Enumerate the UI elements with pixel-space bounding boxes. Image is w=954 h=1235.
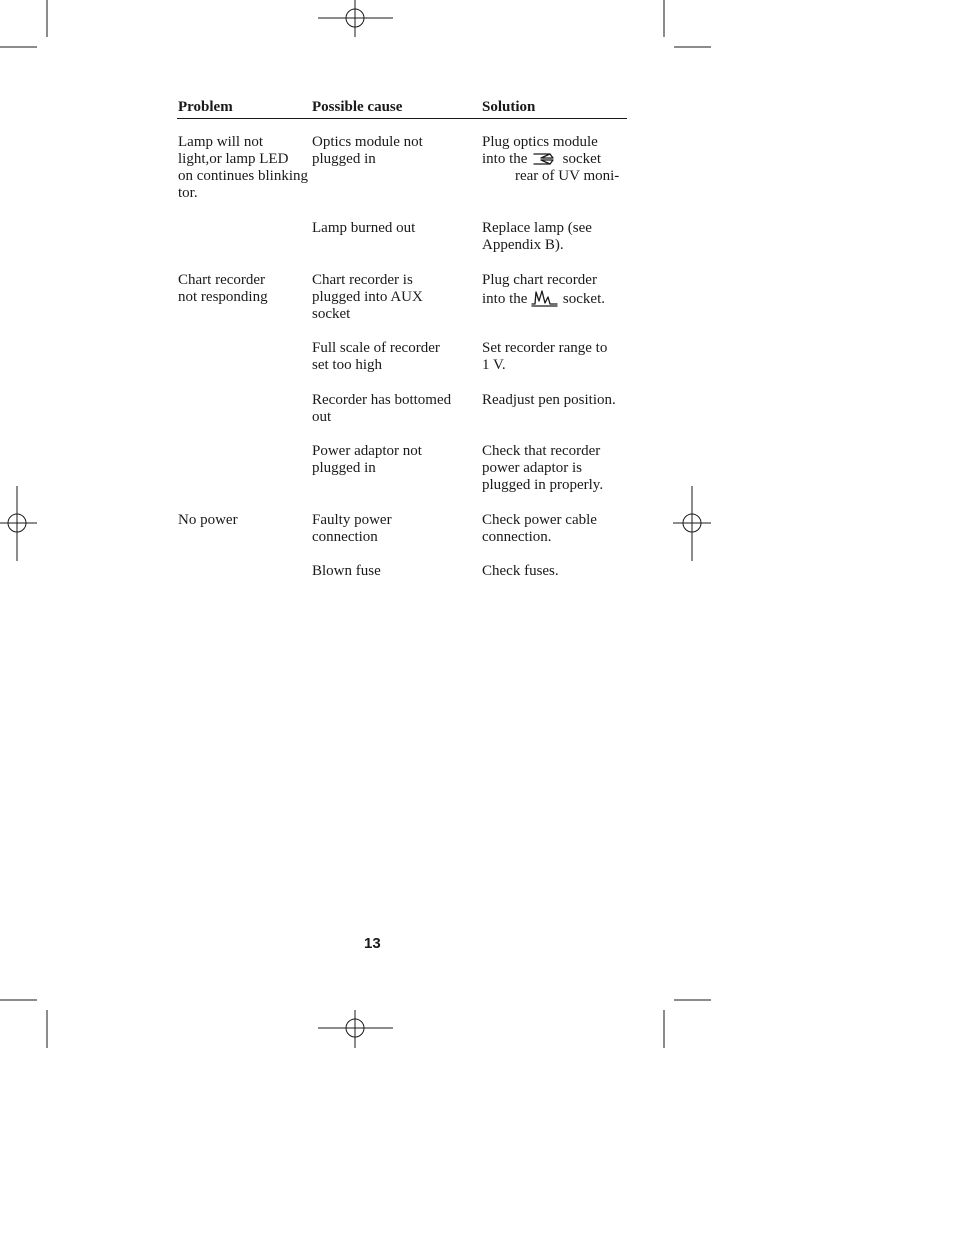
registration-target-left	[0, 486, 37, 561]
solution-line: 1 V.	[482, 357, 506, 373]
solution-text: socket.	[562, 291, 605, 307]
cause-line: Chart recorder is	[312, 272, 413, 288]
problem-line: not responding	[178, 289, 268, 305]
solution-cell	[482, 563, 559, 580]
solution-line: Plug optics module	[482, 134, 598, 150]
solution-line: Set recorder range to	[482, 340, 608, 356]
cause-line: plugged in	[312, 151, 376, 167]
cause-line: Faulty power	[312, 512, 392, 528]
cause-line: out	[312, 409, 332, 425]
solution-cell	[482, 340, 607, 374]
solution-cell	[482, 134, 619, 185]
problem-line: No power	[178, 512, 238, 528]
solution-cell	[482, 272, 605, 308]
solution-line: connection.	[482, 529, 552, 545]
solution-line: Check power cable	[482, 512, 597, 528]
cause-cell	[312, 220, 415, 237]
header-solution: Solution	[482, 99, 536, 115]
page-number: 13	[364, 935, 381, 952]
registration-target-right	[673, 486, 711, 561]
solution-cell	[482, 392, 616, 409]
recorder-socket-icon	[531, 289, 559, 307]
cause-line: plugged into AUX	[312, 289, 423, 305]
solution-line: Appendix B).	[482, 237, 564, 253]
solution-cell	[482, 443, 603, 494]
solution-line: Replace lamp (see	[482, 220, 592, 236]
cause-line: Optics module not	[312, 134, 423, 150]
cause-cell	[312, 134, 423, 168]
cause-line: Full scale of recorder	[312, 340, 440, 356]
solution-text: socket	[562, 151, 601, 167]
solution-text: into the	[482, 291, 528, 307]
cause-cell	[312, 392, 451, 426]
solution-line: Plug chart recorder	[482, 272, 597, 288]
solution-line: rear of UV moni-	[515, 168, 620, 184]
solution-line: power adaptor is	[482, 460, 582, 476]
solution-line: plugged in properly.	[482, 477, 604, 493]
problem-cell	[178, 272, 268, 306]
problem-cell	[178, 134, 308, 202]
registration-target-top	[318, 0, 393, 37]
solution-line: Check fuses.	[482, 563, 559, 579]
cause-line: Power adaptor not	[312, 443, 422, 459]
solution-cell	[482, 220, 592, 254]
cause-cell	[312, 512, 392, 546]
cause-line: Lamp burned out	[312, 220, 416, 236]
cause-line: connection	[312, 529, 378, 545]
solution-cell	[482, 512, 597, 546]
cause-line: set too high	[312, 357, 382, 373]
cause-cell	[312, 340, 440, 374]
solution-line	[482, 151, 619, 168]
registration-target-bottom	[318, 1010, 393, 1048]
problem-line: tor.	[178, 185, 198, 201]
cause-line: socket	[312, 306, 351, 322]
cause-cell	[312, 272, 423, 323]
cause-line: plugged in	[312, 460, 376, 476]
header-problem: Problem	[178, 99, 233, 115]
solution-line: Check that recorder	[482, 443, 601, 459]
problem-cell	[178, 512, 238, 529]
solution-line	[482, 289, 605, 308]
cause-cell	[312, 443, 422, 477]
problem-line: on continues blinking	[178, 168, 308, 184]
problem-line: Chart recorder	[178, 272, 266, 288]
cause-line: Blown fuse	[312, 563, 381, 579]
optics-socket-icon	[531, 151, 555, 167]
cause-cell	[312, 563, 381, 580]
problem-line: Lamp will not	[178, 134, 263, 150]
solution-line: Readjust pen position.	[482, 392, 616, 408]
cause-line: Recorder has bottomed	[312, 392, 452, 408]
solution-text: into the	[482, 151, 528, 167]
header-rule	[177, 118, 627, 119]
problem-line: light,or lamp LED	[178, 151, 289, 167]
header-possible-cause: Possible cause	[312, 99, 403, 115]
